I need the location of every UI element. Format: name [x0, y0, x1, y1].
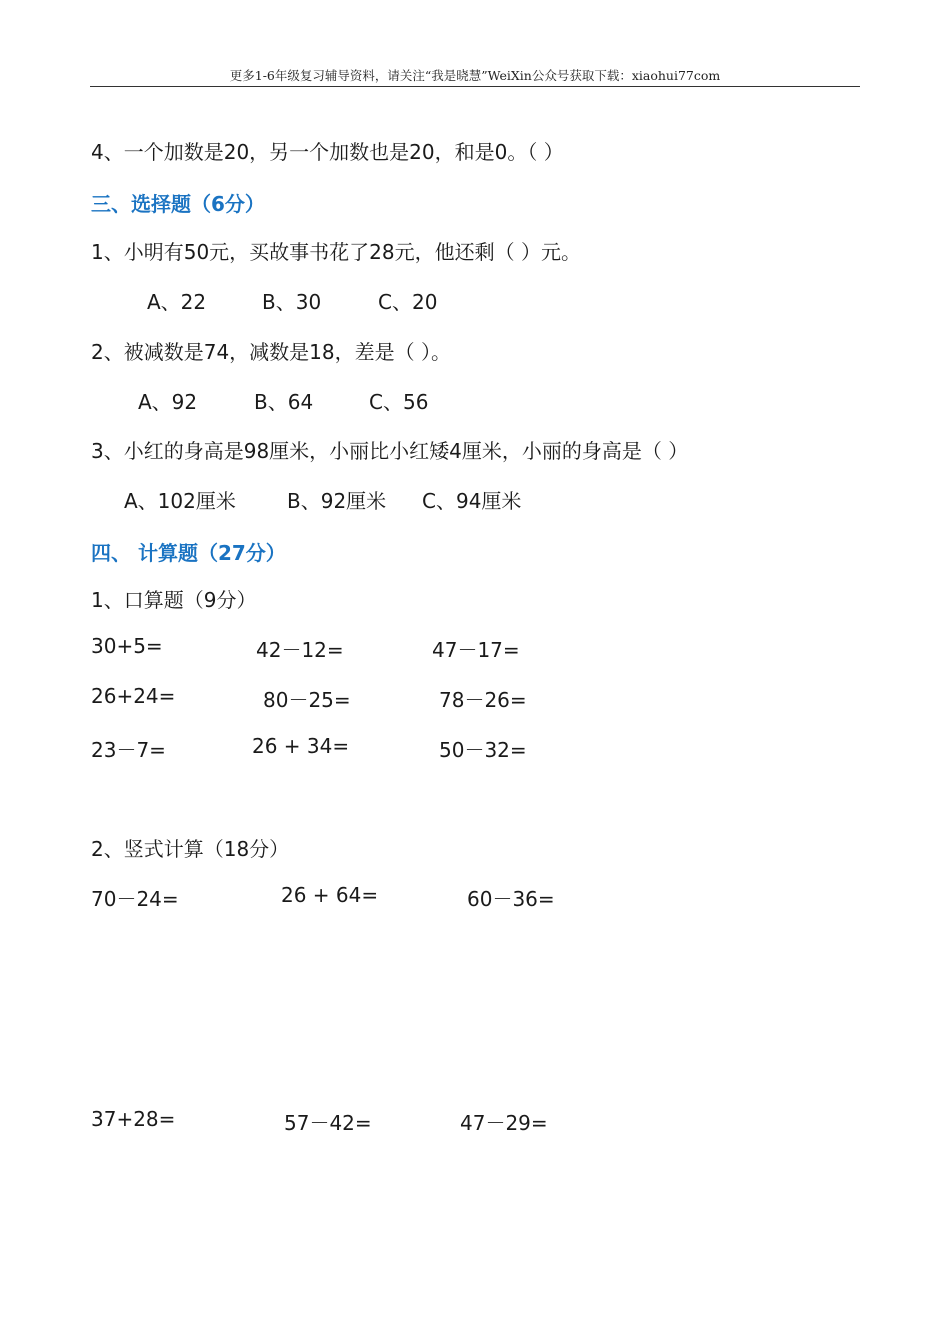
- oral-problem: 80－25=: [263, 688, 351, 712]
- choice-question-2: 2、被减数是74，减数是18，差是（ ）。: [91, 340, 451, 364]
- oral-problem: 78－26=: [439, 688, 527, 712]
- choice-question-3: 3、小红的身高是98厘米，小丽比小红矮4厘米，小丽的身高是（ ）: [91, 439, 689, 463]
- q2-option-b: B、64: [254, 390, 314, 414]
- oral-problem: 26 + 34=: [252, 734, 350, 758]
- oral-problem: 23－7=: [91, 738, 166, 762]
- vertical-problem: 47－29=: [460, 1111, 548, 1135]
- q2-option-a: A、92: [138, 390, 198, 414]
- choice-question-1: 1、小明有50元，买故事书花了28元，他还剩（ ）元。: [91, 240, 581, 264]
- header-divider: [90, 86, 860, 87]
- page-header: 更多1-6年级复习辅导资料，请关注“我是晓慧”WeiXin公众号获取下载：xiaohui77com: [229, 68, 721, 83]
- vertical-problem: 70－24=: [91, 887, 179, 911]
- q1-option-b: B、30: [262, 290, 322, 314]
- section-3-heading: 三、选择题（6分）: [91, 192, 265, 216]
- oral-problem: 42－12=: [256, 638, 344, 662]
- q3-option-c: C、94厘米: [422, 489, 522, 513]
- vertical-problem: 57－42=: [284, 1111, 372, 1135]
- oral-calc-title: 1、口算题（9分）: [91, 588, 257, 612]
- q2-option-c: C、56: [369, 390, 429, 414]
- oral-problem: 50－32=: [439, 738, 527, 762]
- vertical-problem: 60－36=: [467, 887, 555, 911]
- vertical-problem: 26 + 64=: [281, 883, 379, 907]
- q1-option-a: A、22: [147, 290, 207, 314]
- q1-option-c: C、20: [378, 290, 438, 314]
- oral-problem: 47－17=: [432, 638, 520, 662]
- q3-option-b: B、92厘米: [287, 489, 387, 513]
- oral-problem: 30+5=: [91, 634, 163, 658]
- section-4-heading: 四、 计算题（27分）: [91, 541, 286, 565]
- vertical-calc-title: 2、竖式计算（18分）: [91, 837, 290, 861]
- oral-problem: 26+24=: [91, 684, 176, 708]
- vertical-problem: 37+28=: [91, 1107, 176, 1131]
- judgement-question-4: 4、一个加数是20，另一个加数也是20，和是0。（ ）: [91, 140, 564, 164]
- q3-option-a: A、102厘米: [124, 489, 236, 513]
